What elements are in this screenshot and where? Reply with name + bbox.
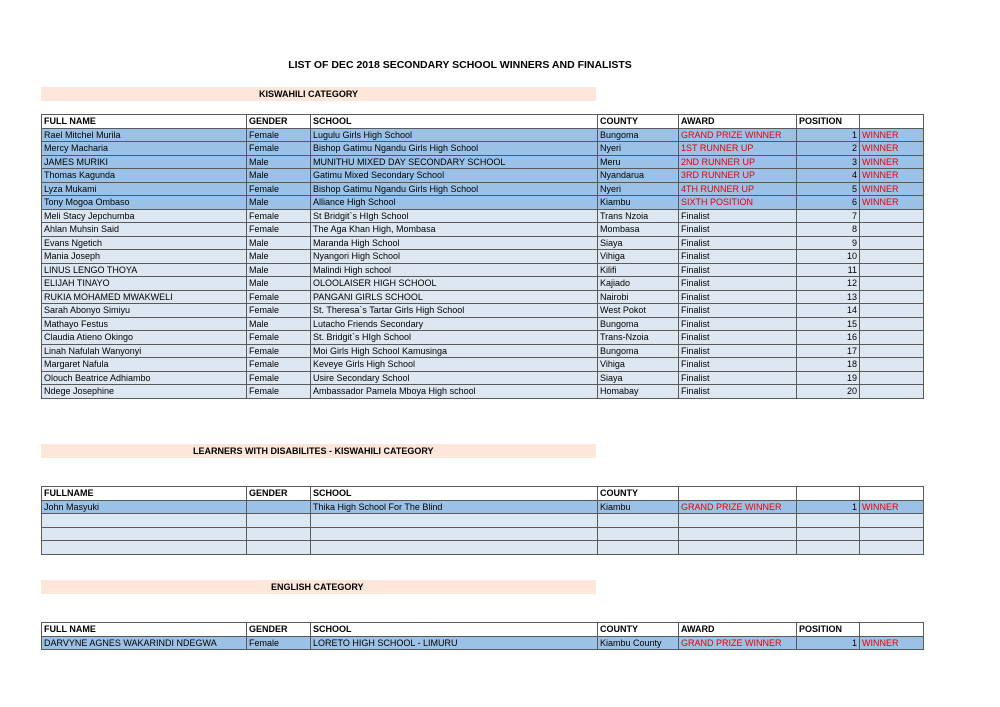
award-cell: Finalist <box>679 317 797 331</box>
name-cell: ELIJAH TINAYO <box>42 277 247 291</box>
award-cell: Finalist <box>679 344 797 358</box>
county-cell: Bungoma <box>598 344 679 358</box>
school-cell: LORETO HIGH SCHOOL - LIMURU <box>311 636 598 650</box>
county-cell: Meru <box>598 155 679 169</box>
school-cell: Moi Girls High School Kamusinga <box>311 344 598 358</box>
county-cell: Trans-Nzoia <box>598 331 679 345</box>
english-category-label: ENGLISH CATEGORY <box>41 580 596 594</box>
school-cell: Ambassador Pamela Mboya High school <box>311 385 598 399</box>
result-cell <box>860 277 924 291</box>
table-row <box>42 304 924 318</box>
result-cell <box>860 317 924 331</box>
header-row <box>42 115 924 129</box>
result-cell: WINNER <box>860 142 924 156</box>
table-row <box>42 358 924 372</box>
name-cell: Rael Mitchel Murila <box>42 128 247 142</box>
school-cell <box>311 541 598 555</box>
kiswahili-table <box>41 114 924 399</box>
position-cell: 1 <box>797 128 860 142</box>
column-header: COUNTY <box>598 623 679 637</box>
award-cell: GRAND PRIZE WINNER <box>679 500 797 514</box>
column-header: GENDER <box>247 623 311 637</box>
position-cell: 19 <box>797 371 860 385</box>
position-cell <box>797 541 860 555</box>
gender-cell: Female <box>247 385 311 399</box>
position-cell: 4 <box>797 169 860 183</box>
name-cell: Linah Nafulah Wanyonyi <box>42 344 247 358</box>
award-cell: SIXTH POSITION <box>679 196 797 210</box>
result-cell: WINNER <box>860 636 924 650</box>
gender-cell: Male <box>247 196 311 210</box>
table-row <box>42 527 924 541</box>
table-row <box>42 541 924 555</box>
name-cell: Olouch Beatrice Adhiambo <box>42 371 247 385</box>
school-cell: Keveye Girls High School <box>311 358 598 372</box>
position-cell: 5 <box>797 182 860 196</box>
school-cell: Maranda High School <box>311 236 598 250</box>
gender-cell: Male <box>247 236 311 250</box>
result-cell <box>860 250 924 264</box>
result-cell: WINNER <box>860 169 924 183</box>
name-cell <box>42 514 247 528</box>
column-header: FULLNAME <box>42 487 247 501</box>
table-row <box>42 155 924 169</box>
gender-cell: Female <box>247 209 311 223</box>
result-cell <box>860 331 924 345</box>
column-header: AWARD <box>679 115 797 129</box>
result-cell <box>860 290 924 304</box>
name-cell: Lyza Mukami <box>42 182 247 196</box>
county-cell: Bungoma <box>598 128 679 142</box>
result-cell: WINNER <box>860 128 924 142</box>
gender-cell <box>247 500 311 514</box>
column-header: POSITION <box>797 115 860 129</box>
column-header <box>860 487 924 501</box>
name-cell: Evans Ngetich <box>42 236 247 250</box>
kiswahili-category-label: KISWAHILI CATEGORY <box>41 87 596 101</box>
position-cell: 20 <box>797 385 860 399</box>
column-header: SCHOOL <box>311 623 598 637</box>
county-cell: Nyandarua <box>598 169 679 183</box>
table-row <box>42 331 924 345</box>
table-row <box>42 290 924 304</box>
gender-cell: Male <box>247 277 311 291</box>
gender-cell <box>247 514 311 528</box>
header-row <box>42 623 924 637</box>
award-cell: Finalist <box>679 223 797 237</box>
table-row <box>42 182 924 196</box>
name-cell: Margaret Nafula <box>42 358 247 372</box>
name-cell: DARVYNE AGNES WAKARINDI NDEGWA <box>42 636 247 650</box>
column-header: SCHOOL <box>311 487 598 501</box>
column-header: GENDER <box>247 487 311 501</box>
name-cell: Sarah Abonyo Simiyu <box>42 304 247 318</box>
name-cell: Mathayo Festus <box>42 317 247 331</box>
gender-cell: Male <box>247 263 311 277</box>
county-cell: Kiambu County <box>598 636 679 650</box>
county-cell <box>598 541 679 555</box>
gender-cell: Female <box>247 290 311 304</box>
gender-cell: Male <box>247 317 311 331</box>
result-cell: WINNER <box>860 196 924 210</box>
award-cell: Finalist <box>679 290 797 304</box>
gender-cell <box>247 527 311 541</box>
school-cell: Usire Secondary School <box>311 371 598 385</box>
column-header: SCHOOL <box>311 115 598 129</box>
school-cell: Lutacho Friends Secondary <box>311 317 598 331</box>
award-cell: 2ND RUNNER UP <box>679 155 797 169</box>
table-row <box>42 169 924 183</box>
award-cell: Finalist <box>679 250 797 264</box>
county-cell: Nairobi <box>598 290 679 304</box>
position-cell: 11 <box>797 263 860 277</box>
english-table <box>41 622 924 650</box>
result-cell: WINNER <box>860 182 924 196</box>
gender-cell: Male <box>247 169 311 183</box>
gender-cell: Female <box>247 304 311 318</box>
table-row <box>42 317 924 331</box>
table-row <box>42 250 924 264</box>
award-cell: Finalist <box>679 209 797 223</box>
position-cell <box>797 514 860 528</box>
county-cell: Kiambu <box>598 500 679 514</box>
column-header: AWARD <box>679 623 797 637</box>
gender-cell: Female <box>247 344 311 358</box>
school-cell: Alliance High School <box>311 196 598 210</box>
gender-cell: Female <box>247 128 311 142</box>
column-header: FULL NAME <box>42 623 247 637</box>
award-cell <box>679 541 797 555</box>
county-cell: Nyeri <box>598 182 679 196</box>
name-cell: Ndege Josephine <box>42 385 247 399</box>
county-cell: Vihiga <box>598 358 679 372</box>
county-cell: Vihiga <box>598 250 679 264</box>
school-cell: MUNITHU MIXED DAY SECONDARY SCHOOL <box>311 155 598 169</box>
school-cell: Bishop Gatimu Ngandu Girls High School <box>311 142 598 156</box>
table-row <box>42 385 924 399</box>
gender-cell: Female <box>247 371 311 385</box>
county-cell: Kilifi <box>598 263 679 277</box>
county-cell: Kajiado <box>598 277 679 291</box>
award-cell: 4TH RUNNER UP <box>679 182 797 196</box>
name-cell: JAMES MURIKI <box>42 155 247 169</box>
gender-cell: Female <box>247 223 311 237</box>
table-row <box>42 514 924 528</box>
position-cell: 6 <box>797 196 860 210</box>
school-cell: Lugulu Girls High School <box>311 128 598 142</box>
school-cell: Bishop Gatimu Ngandu Girls High School <box>311 182 598 196</box>
gender-cell: Female <box>247 331 311 345</box>
table-row <box>42 142 924 156</box>
position-cell: 18 <box>797 358 860 372</box>
table-row <box>42 500 924 514</box>
county-cell: West Pokot <box>598 304 679 318</box>
award-cell: GRAND PRIZE WINNER <box>679 128 797 142</box>
table-row <box>42 223 924 237</box>
name-cell: LINUS LENGO THOYA <box>42 263 247 277</box>
result-cell <box>860 541 924 555</box>
result-cell <box>860 223 924 237</box>
result-cell <box>860 385 924 399</box>
position-cell: 16 <box>797 331 860 345</box>
name-cell: Ahlan Muhsin Said <box>42 223 247 237</box>
name-cell: Mercy Macharia <box>42 142 247 156</box>
school-cell: Thika High School For The Blind <box>311 500 598 514</box>
county-cell <box>598 514 679 528</box>
gender-cell: Male <box>247 155 311 169</box>
award-cell: Finalist <box>679 385 797 399</box>
disabilities-category-label: LEARNERS WITH DISABILITES - KISWAHILI CATEGORY <box>41 444 596 458</box>
position-cell: 15 <box>797 317 860 331</box>
header-row <box>42 487 924 501</box>
position-cell: 9 <box>797 236 860 250</box>
gender-cell: Female <box>247 142 311 156</box>
award-cell: Finalist <box>679 304 797 318</box>
gender-cell: Male <box>247 250 311 264</box>
result-cell <box>860 304 924 318</box>
column-header: COUNTY <box>598 487 679 501</box>
column-header: COUNTY <box>598 115 679 129</box>
school-cell: St. Bridgit`s HIgh School <box>311 331 598 345</box>
name-cell: Mania Joseph <box>42 250 247 264</box>
table-row <box>42 128 924 142</box>
county-cell: Siaya <box>598 371 679 385</box>
position-cell: 13 <box>797 290 860 304</box>
county-cell: Trans Nzoia <box>598 209 679 223</box>
school-cell: St Bridgit`s HIgh School <box>311 209 598 223</box>
school-cell <box>311 527 598 541</box>
position-cell: 17 <box>797 344 860 358</box>
county-cell: Kiambu <box>598 196 679 210</box>
column-header <box>860 115 924 129</box>
award-cell: GRAND PRIZE WINNER <box>679 636 797 650</box>
school-cell: Nyangori High School <box>311 250 598 264</box>
result-cell <box>860 209 924 223</box>
name-cell: RUKIA MOHAMED MWAKWELI <box>42 290 247 304</box>
table-row <box>42 209 924 223</box>
county-cell: Nyeri <box>598 142 679 156</box>
result-cell <box>860 236 924 250</box>
table-row <box>42 277 924 291</box>
table-row <box>42 236 924 250</box>
result-cell <box>860 358 924 372</box>
school-cell: Gatimu Mixed Secondary School <box>311 169 598 183</box>
result-cell <box>860 344 924 358</box>
county-cell <box>598 527 679 541</box>
position-cell: 7 <box>797 209 860 223</box>
result-cell <box>860 514 924 528</box>
name-cell: Claudia Atieno Okingo <box>42 331 247 345</box>
column-header <box>797 487 860 501</box>
name-cell <box>42 541 247 555</box>
name-cell: Tony Mogoa Ombaso <box>42 196 247 210</box>
county-cell: Homabay <box>598 385 679 399</box>
result-cell <box>860 527 924 541</box>
table-row <box>42 196 924 210</box>
gender-cell <box>247 541 311 555</box>
table-row <box>42 636 924 650</box>
column-header <box>860 623 924 637</box>
column-header: GENDER <box>247 115 311 129</box>
position-cell: 12 <box>797 277 860 291</box>
award-cell: Finalist <box>679 263 797 277</box>
name-cell <box>42 527 247 541</box>
column-header <box>679 487 797 501</box>
position-cell: 8 <box>797 223 860 237</box>
column-header: FULL NAME <box>42 115 247 129</box>
county-cell: Bungoma <box>598 317 679 331</box>
disabilities-table <box>41 486 924 555</box>
position-cell: 1 <box>797 636 860 650</box>
result-cell: WINNER <box>860 155 924 169</box>
school-cell: Malindi High school <box>311 263 598 277</box>
award-cell: 1ST RUNNER UP <box>679 142 797 156</box>
position-cell <box>797 527 860 541</box>
name-cell: Meli Stacy Jepchumba <box>42 209 247 223</box>
school-cell: OLOOLAISER HIGH SCHOOL <box>311 277 598 291</box>
result-cell <box>860 263 924 277</box>
award-cell: Finalist <box>679 277 797 291</box>
position-cell: 1 <box>797 500 860 514</box>
name-cell: John Masyuki <box>42 500 247 514</box>
award-cell: Finalist <box>679 331 797 345</box>
column-header: POSITION <box>797 623 860 637</box>
position-cell: 3 <box>797 155 860 169</box>
position-cell: 14 <box>797 304 860 318</box>
award-cell: Finalist <box>679 371 797 385</box>
award-cell <box>679 527 797 541</box>
position-cell: 10 <box>797 250 860 264</box>
name-cell: Thomas Kagunda <box>42 169 247 183</box>
gender-cell: Female <box>247 636 311 650</box>
page-title: LIST OF DEC 2018 SECONDARY SCHOOL WINNERS AND FINALISTS <box>288 59 632 71</box>
gender-cell: Female <box>247 182 311 196</box>
award-cell: Finalist <box>679 358 797 372</box>
award-cell: 3RD RUNNER UP <box>679 169 797 183</box>
position-cell: 2 <box>797 142 860 156</box>
award-cell: Finalist <box>679 236 797 250</box>
school-cell <box>311 514 598 528</box>
gender-cell: Female <box>247 358 311 372</box>
award-cell <box>679 514 797 528</box>
county-cell: Mombasa <box>598 223 679 237</box>
school-cell: The Aga Khan High, Mombasa <box>311 223 598 237</box>
table-row <box>42 344 924 358</box>
county-cell: Siaya <box>598 236 679 250</box>
result-cell: WINNER <box>860 500 924 514</box>
table-row <box>42 371 924 385</box>
result-cell <box>860 371 924 385</box>
table-row <box>42 263 924 277</box>
school-cell: PANGANI GIRLS SCHOOL <box>311 290 598 304</box>
school-cell: St. Theresa`s Tartar Girls High School <box>311 304 598 318</box>
